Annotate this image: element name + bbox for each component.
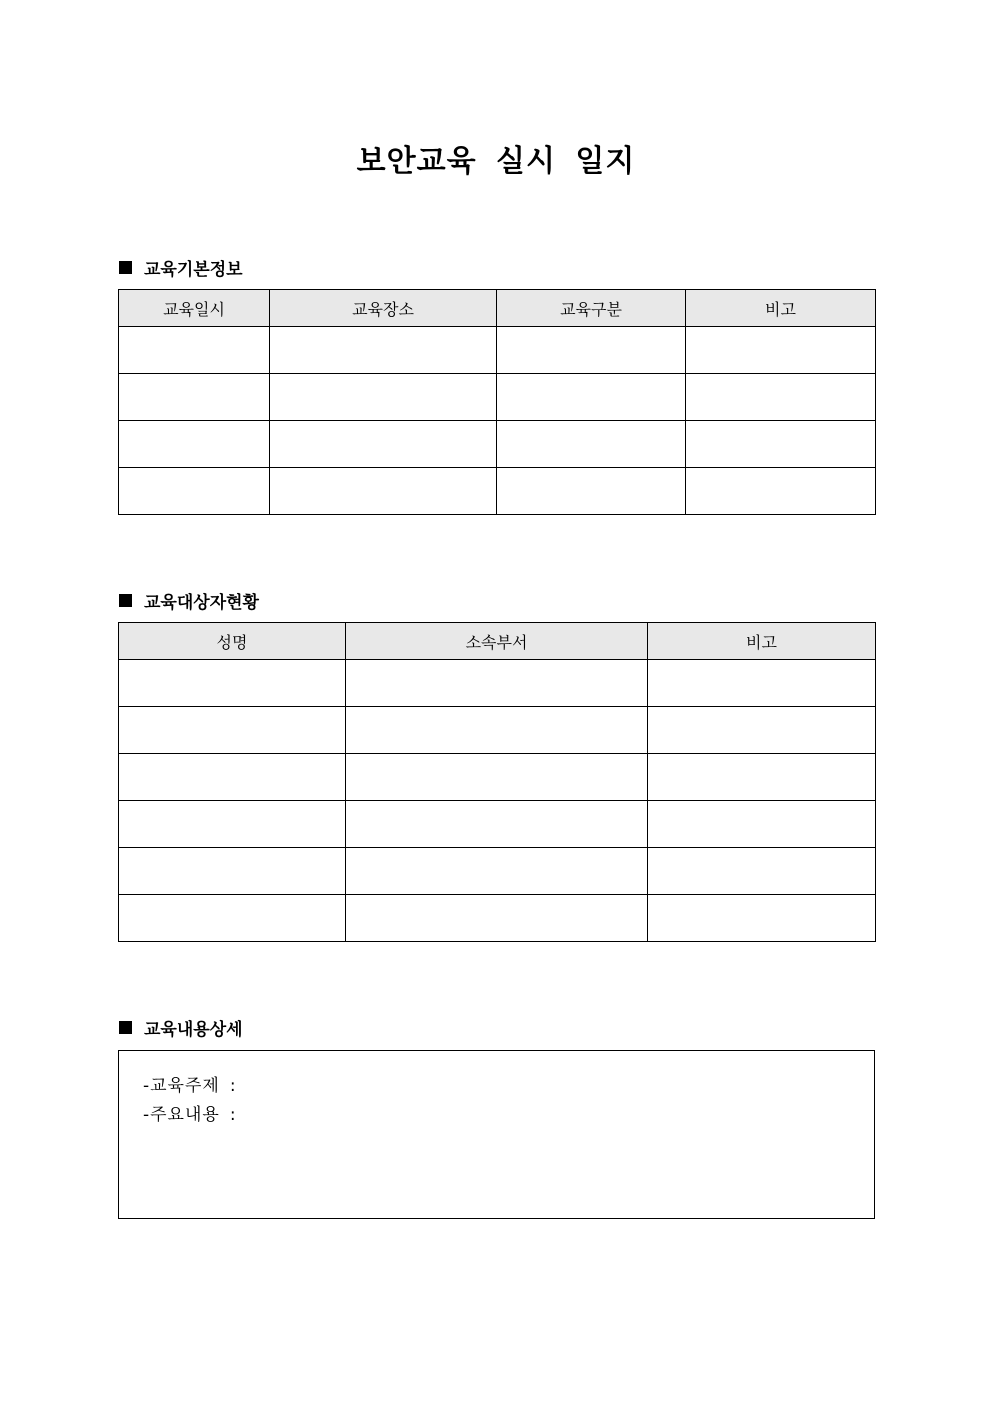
section-heading-label: 교육기본정보: [144, 260, 243, 280]
detail-colon: :: [229, 1105, 236, 1125]
detail-line-topic: [143, 1071, 236, 1096]
column-header-name: 성명: [119, 623, 346, 660]
table-cell[interactable]: [346, 707, 648, 754]
section-heading-label: 교육대상자현황: [144, 593, 259, 613]
table-cell[interactable]: [648, 707, 876, 754]
table-row: [119, 895, 876, 942]
table-header-row: [119, 623, 876, 660]
table-cell[interactable]: [648, 848, 876, 895]
details-box[interactable]: [118, 1050, 875, 1219]
table-cell[interactable]: [648, 895, 876, 942]
column-header-department: 소속부서: [346, 623, 648, 660]
table-row: [119, 468, 876, 515]
table-row: [119, 374, 876, 421]
table-cell[interactable]: [270, 327, 497, 374]
table-cell[interactable]: [119, 707, 346, 754]
table-cell[interactable]: [270, 468, 497, 515]
black-square-icon: [119, 261, 132, 274]
table-row: [119, 660, 876, 707]
table-cell[interactable]: [119, 327, 270, 374]
table-cell[interactable]: [119, 801, 346, 848]
detail-label: -주요내용: [143, 1105, 220, 1125]
table-cell[interactable]: [119, 374, 270, 421]
detail-colon: :: [229, 1076, 236, 1096]
table-row: [119, 801, 876, 848]
table-cell[interactable]: [270, 421, 497, 468]
column-header-remarks: 비고: [686, 290, 876, 327]
table-cell[interactable]: [346, 895, 648, 942]
section-heading-details: [119, 1015, 243, 1040]
table-row: [119, 754, 876, 801]
table-cell[interactable]: [497, 421, 686, 468]
table-cell[interactable]: [119, 754, 346, 801]
detail-line-content: [143, 1100, 236, 1125]
table-cell[interactable]: [346, 801, 648, 848]
table-cell[interactable]: [686, 421, 876, 468]
table-cell[interactable]: [270, 374, 497, 421]
table-cell[interactable]: [648, 801, 876, 848]
table-cell[interactable]: [497, 468, 686, 515]
table-cell[interactable]: [119, 660, 346, 707]
table-cell[interactable]: [346, 848, 648, 895]
table-cell[interactable]: [119, 468, 270, 515]
table-cell[interactable]: [497, 374, 686, 421]
detail-label: -교육주제: [143, 1076, 220, 1096]
table-cell[interactable]: [648, 754, 876, 801]
table-cell[interactable]: [346, 754, 648, 801]
table-cell[interactable]: [119, 421, 270, 468]
table-row: [119, 707, 876, 754]
column-header-remarks: 비고: [648, 623, 876, 660]
section-heading-label: 교육내용상세: [144, 1020, 243, 1040]
table-row: [119, 848, 876, 895]
table-cell[interactable]: [119, 895, 346, 942]
table-cell[interactable]: [346, 660, 648, 707]
table-cell[interactable]: [497, 327, 686, 374]
column-header-location: 교육장소: [270, 290, 497, 327]
column-header-date: 교육일시: [119, 290, 270, 327]
page-title: 보안교육 실시 일지: [356, 144, 636, 179]
table-cell[interactable]: [686, 327, 876, 374]
table-cell[interactable]: [119, 848, 346, 895]
section-heading-participants: [119, 588, 259, 613]
table-cell[interactable]: [686, 468, 876, 515]
table-row: [119, 327, 876, 374]
section-heading-basic-info: [119, 255, 243, 280]
table-cell[interactable]: [686, 374, 876, 421]
participants-table: [118, 622, 876, 942]
basic-info-table: [118, 289, 876, 515]
table-cell[interactable]: [648, 660, 876, 707]
table-row: [119, 421, 876, 468]
black-square-icon: [119, 594, 132, 607]
column-header-category: 교육구분: [497, 290, 686, 327]
black-square-icon: [119, 1021, 132, 1034]
table-header-row: [119, 290, 876, 327]
